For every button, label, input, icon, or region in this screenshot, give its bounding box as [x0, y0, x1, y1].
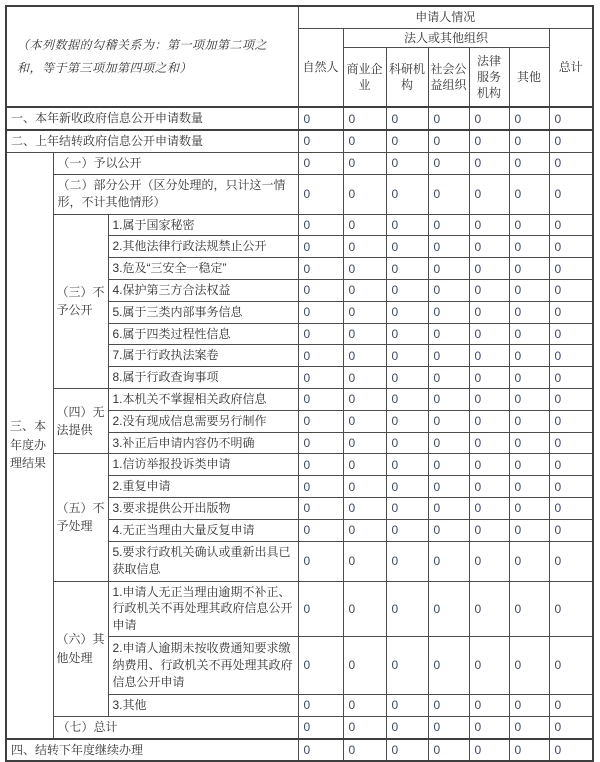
- value-cell: 0: [509, 497, 549, 519]
- value-cell: 0: [386, 388, 428, 410]
- value-cell: 0: [469, 236, 509, 258]
- value-cell: 0: [469, 497, 509, 519]
- value-cell: 0: [549, 367, 593, 389]
- value-cell: 0: [549, 432, 593, 454]
- section-annual-results-label: 三、本年度办理结果: [6, 152, 53, 738]
- value-cell: 0: [386, 476, 428, 498]
- value-cell: 0: [343, 301, 386, 323]
- value-cell: 0: [343, 174, 386, 214]
- value-cell: 0: [428, 367, 469, 389]
- item-label: 7.属于行政执法案卷: [108, 345, 298, 367]
- value-cell: 0: [549, 636, 593, 694]
- value-cell: 0: [549, 279, 593, 301]
- value-cell: 0: [469, 301, 509, 323]
- value-cell: 0: [343, 323, 386, 345]
- value-cell: 0: [469, 258, 509, 280]
- value-cell: 0: [428, 107, 469, 130]
- item-label: 3.其他: [108, 694, 298, 716]
- value-cell: 0: [298, 581, 343, 636]
- value-cell: 0: [386, 716, 428, 738]
- value-cell: 0: [509, 214, 549, 236]
- value-cell: 0: [549, 174, 593, 214]
- value-cell: 0: [509, 301, 549, 323]
- item-label: 5.要求行政机关确认或重新出具已获取信息: [108, 541, 298, 581]
- header-total: 总计: [549, 28, 593, 107]
- value-cell: 0: [469, 476, 509, 498]
- value-cell: 0: [549, 454, 593, 476]
- value-cell: 0: [509, 323, 549, 345]
- value-cell: 0: [386, 739, 428, 762]
- value-cell: 0: [298, 432, 343, 454]
- value-cell: 0: [386, 432, 428, 454]
- value-cell: 0: [428, 301, 469, 323]
- value-cell: 0: [509, 174, 549, 214]
- value-cell: 0: [509, 454, 549, 476]
- value-cell: 0: [469, 454, 509, 476]
- value-cell: 0: [549, 476, 593, 498]
- row-partial-disclosure-label: （二）部分公开（区分处理的，只计这一情形，不计其他情形）: [53, 174, 298, 214]
- table-row: [6, 214, 593, 236]
- value-cell: 0: [549, 694, 593, 716]
- value-cell: 0: [298, 323, 343, 345]
- value-cell: 0: [343, 636, 386, 694]
- value-cell: 0: [298, 388, 343, 410]
- value-cell: 0: [549, 497, 593, 519]
- value-cell: 0: [343, 388, 386, 410]
- value-cell: 0: [509, 716, 549, 738]
- row-carried-next-year-label: 四、结转下年度继续办理: [6, 739, 298, 762]
- item-label: 1.信访举报投诉类申请: [108, 454, 298, 476]
- value-cell: 0: [343, 107, 386, 130]
- value-cell: 0: [469, 694, 509, 716]
- value-cell: 0: [469, 130, 509, 152]
- value-cell: 0: [549, 581, 593, 636]
- value-cell: 0: [469, 581, 509, 636]
- value-cell: 0: [298, 107, 343, 130]
- item-label: 1.属于国家秘密: [108, 214, 298, 236]
- header-legal-service-org: 法律服务机构: [469, 47, 509, 107]
- value-cell: 0: [386, 410, 428, 432]
- value-cell: 0: [469, 214, 509, 236]
- value-cell: 0: [428, 541, 469, 581]
- value-cell: 0: [428, 636, 469, 694]
- value-cell: 0: [509, 107, 549, 130]
- value-cell: 0: [298, 367, 343, 389]
- value-cell: 0: [509, 694, 549, 716]
- value-cell: 0: [428, 497, 469, 519]
- value-cell: 0: [386, 636, 428, 694]
- value-cell: 0: [509, 739, 549, 762]
- value-cell: 0: [343, 454, 386, 476]
- value-cell: 0: [469, 519, 509, 541]
- value-cell: 0: [386, 174, 428, 214]
- value-cell: 0: [343, 345, 386, 367]
- value-cell: 0: [469, 739, 509, 762]
- value-cell: 0: [298, 694, 343, 716]
- value-cell: 0: [386, 454, 428, 476]
- value-cell: 0: [343, 279, 386, 301]
- item-label: 1.本机关不掌握相关政府信息: [108, 388, 298, 410]
- item-label: 2.重复申请: [108, 476, 298, 498]
- table-row: [6, 388, 593, 410]
- value-cell: 0: [386, 279, 428, 301]
- value-cell: 0: [298, 130, 343, 152]
- value-cell: 0: [386, 497, 428, 519]
- value-cell: 0: [549, 152, 593, 174]
- value-cell: 0: [343, 497, 386, 519]
- value-cell: 0: [549, 130, 593, 152]
- item-label: 2.申请人逾期未按收费通知要求缴纳费用、行政机关不再处理其政府信息公开申请: [108, 636, 298, 694]
- table-row: [6, 107, 593, 130]
- item-label: 1.申请人无正当理由逾期不补正、行政机关不再处理其政府信息公开申请: [108, 581, 298, 636]
- item-label: 6.属于四类过程性信息: [108, 323, 298, 345]
- value-cell: 0: [428, 388, 469, 410]
- value-cell: 0: [298, 519, 343, 541]
- value-cell: 0: [549, 345, 593, 367]
- row-granted-disclosure-label: （一）予以公开: [53, 152, 298, 174]
- value-cell: 0: [298, 410, 343, 432]
- value-cell: 0: [509, 236, 549, 258]
- reconciliation-note: （本列数据的勾稽关系为：第一项加第二项之和，等于第三项加第四项之和）: [6, 6, 298, 107]
- item-label: 4.无正当理由大量反复申请: [108, 519, 298, 541]
- value-cell: 0: [343, 236, 386, 258]
- table-row: [6, 130, 593, 152]
- value-cell: 0: [386, 301, 428, 323]
- value-cell: 0: [386, 323, 428, 345]
- value-cell: 0: [469, 716, 509, 738]
- value-cell: 0: [428, 214, 469, 236]
- value-cell: 0: [428, 454, 469, 476]
- value-cell: 0: [549, 410, 593, 432]
- table-row: [6, 454, 593, 476]
- row-new-applications-label: 一、本年新收政府信息公开申请数量: [6, 107, 298, 130]
- value-cell: 0: [549, 739, 593, 762]
- value-cell: 0: [343, 214, 386, 236]
- value-cell: 0: [298, 345, 343, 367]
- value-cell: 0: [298, 236, 343, 258]
- item-label: 3.要求提供公开出版物: [108, 497, 298, 519]
- value-cell: 0: [343, 519, 386, 541]
- value-cell: 0: [298, 301, 343, 323]
- value-cell: 0: [386, 367, 428, 389]
- value-cell: 0: [386, 345, 428, 367]
- value-cell: 0: [428, 432, 469, 454]
- value-cell: 0: [298, 497, 343, 519]
- value-cell: 0: [509, 519, 549, 541]
- header-research-institution: 科研机构: [386, 47, 428, 107]
- value-cell: 0: [343, 367, 386, 389]
- row-carried-over-label: 二、上年结转政府信息公开申请数量: [6, 130, 298, 152]
- value-cell: 0: [343, 258, 386, 280]
- value-cell: 0: [386, 694, 428, 716]
- value-cell: 0: [298, 716, 343, 738]
- item-label: 8.属于行政查询事项: [108, 367, 298, 389]
- value-cell: 0: [469, 279, 509, 301]
- header-other: 其他: [509, 47, 549, 107]
- value-cell: 0: [509, 410, 549, 432]
- value-cell: 0: [428, 694, 469, 716]
- value-cell: 0: [469, 323, 509, 345]
- table-row: [6, 174, 593, 214]
- value-cell: 0: [469, 367, 509, 389]
- value-cell: 0: [469, 432, 509, 454]
- value-cell: 0: [428, 174, 469, 214]
- value-cell: 0: [343, 410, 386, 432]
- table-row: [6, 581, 593, 636]
- value-cell: 0: [386, 258, 428, 280]
- value-cell: 0: [549, 258, 593, 280]
- value-cell: 0: [343, 716, 386, 738]
- value-cell: 0: [509, 130, 549, 152]
- value-cell: 0: [509, 367, 549, 389]
- value-cell: 0: [549, 519, 593, 541]
- value-cell: 0: [549, 236, 593, 258]
- value-cell: 0: [428, 476, 469, 498]
- value-cell: 0: [469, 107, 509, 130]
- value-cell: 0: [298, 454, 343, 476]
- group-not-processed-label: （五）不予处理: [53, 454, 108, 581]
- value-cell: 0: [428, 323, 469, 345]
- group-other-handling-label: （六）其他处理: [53, 581, 108, 716]
- value-cell: 0: [509, 152, 549, 174]
- value-cell: 0: [509, 636, 549, 694]
- value-cell: 0: [386, 214, 428, 236]
- value-cell: 0: [386, 152, 428, 174]
- item-label: 5.属于三类内部事务信息: [108, 301, 298, 323]
- value-cell: 0: [343, 739, 386, 762]
- value-cell: 0: [469, 636, 509, 694]
- value-cell: 0: [298, 739, 343, 762]
- value-cell: 0: [386, 581, 428, 636]
- value-cell: 0: [469, 541, 509, 581]
- value-cell: 0: [509, 476, 549, 498]
- value-cell: 0: [549, 107, 593, 130]
- value-cell: 0: [428, 279, 469, 301]
- value-cell: 0: [428, 581, 469, 636]
- value-cell: 0: [386, 519, 428, 541]
- value-cell: 0: [469, 388, 509, 410]
- row-section-total-label: （七）总计: [53, 716, 298, 738]
- value-cell: 0: [549, 716, 593, 738]
- value-cell: 0: [298, 258, 343, 280]
- value-cell: 0: [298, 214, 343, 236]
- value-cell: 0: [386, 541, 428, 581]
- value-cell: 0: [298, 476, 343, 498]
- group-unable-to-provide-label: （四）无法提供: [53, 388, 108, 453]
- value-cell: 0: [509, 432, 549, 454]
- value-cell: 0: [428, 716, 469, 738]
- value-cell: 0: [298, 636, 343, 694]
- value-cell: 0: [509, 279, 549, 301]
- value-cell: 0: [428, 258, 469, 280]
- statistics-table: [5, 5, 594, 762]
- value-cell: 0: [549, 541, 593, 581]
- value-cell: 0: [469, 174, 509, 214]
- header-natural-person: 自然人: [298, 28, 343, 107]
- value-cell: 0: [428, 236, 469, 258]
- value-cell: 0: [298, 541, 343, 581]
- value-cell: 0: [509, 345, 549, 367]
- value-cell: 0: [386, 130, 428, 152]
- value-cell: 0: [549, 301, 593, 323]
- value-cell: 0: [343, 581, 386, 636]
- item-label: 3.危及“三安全一稳定”: [108, 258, 298, 280]
- header-commercial-enterprise: 商业企业: [343, 47, 386, 107]
- value-cell: 0: [298, 152, 343, 174]
- value-cell: 0: [428, 152, 469, 174]
- value-cell: 0: [509, 541, 549, 581]
- value-cell: 0: [469, 345, 509, 367]
- value-cell: 0: [343, 694, 386, 716]
- value-cell: 0: [549, 323, 593, 345]
- value-cell: 0: [428, 519, 469, 541]
- value-cell: 0: [386, 236, 428, 258]
- table-row: [6, 739, 593, 762]
- value-cell: 0: [549, 388, 593, 410]
- value-cell: 0: [343, 541, 386, 581]
- header-legal-person-group: 法人或其他组织: [343, 28, 549, 47]
- value-cell: 0: [386, 107, 428, 130]
- table-row: [6, 716, 593, 738]
- value-cell: 0: [469, 410, 509, 432]
- value-cell: 0: [428, 410, 469, 432]
- value-cell: 0: [298, 279, 343, 301]
- value-cell: 0: [509, 388, 549, 410]
- value-cell: 0: [343, 130, 386, 152]
- value-cell: 0: [298, 174, 343, 214]
- value-cell: 0: [509, 258, 549, 280]
- value-cell: 0: [428, 739, 469, 762]
- item-label: 2.其他法律行政法规禁止公开: [108, 236, 298, 258]
- table-row: [6, 152, 593, 174]
- item-label: 3.补正后申请内容仍不明确: [108, 432, 298, 454]
- header-applicant-situation: 申请人情况: [298, 6, 593, 28]
- header-social-welfare-org: 社会公益组织: [428, 47, 469, 107]
- value-cell: 0: [343, 432, 386, 454]
- value-cell: 0: [428, 345, 469, 367]
- value-cell: 0: [343, 476, 386, 498]
- value-cell: 0: [469, 152, 509, 174]
- item-label: 4.保护第三方合法权益: [108, 279, 298, 301]
- value-cell: 0: [549, 214, 593, 236]
- value-cell: 0: [428, 130, 469, 152]
- value-cell: 0: [343, 152, 386, 174]
- group-denied-disclosure-label: （三）不予公开: [53, 214, 108, 388]
- item-label: 2.没有现成信息需要另行制作: [108, 410, 298, 432]
- value-cell: 0: [509, 581, 549, 636]
